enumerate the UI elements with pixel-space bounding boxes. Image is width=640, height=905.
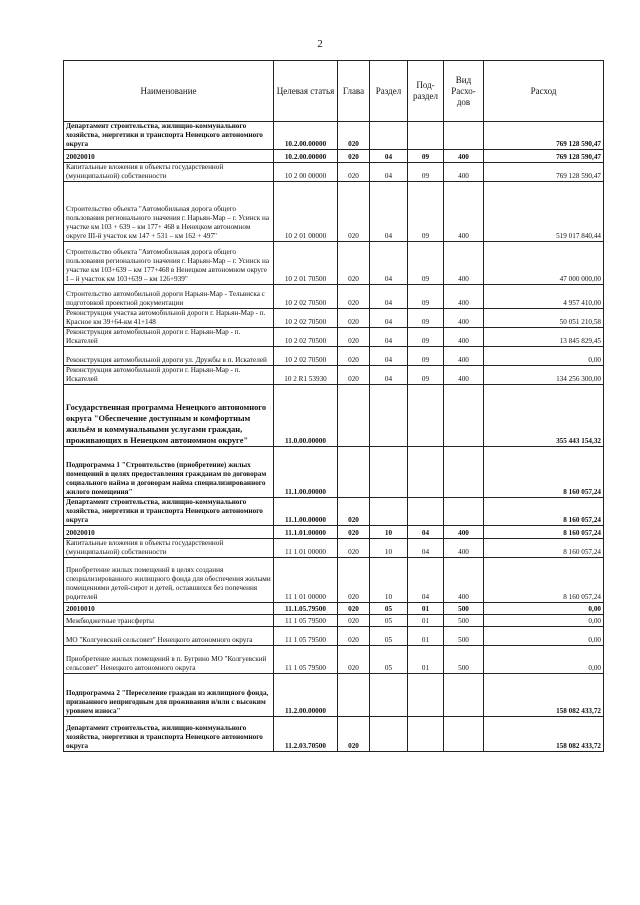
cell-name: Строительство объекта "Автомобильная дорога общего пользования регионального значения г. Нарьян-Мар – г. Усинск на участке км 103+639 – км 177+468 в Ненецком автономном округе I – й участок км 103+639 – км 126+939" xyxy=(64,242,274,285)
cell-type: 400 xyxy=(444,347,484,366)
header-target: Целевая статья xyxy=(274,61,338,122)
cell-section: 05 xyxy=(370,646,408,674)
cell-amount: 355 443 154,32 xyxy=(484,385,604,447)
cell-amount: 50 051 210,58 xyxy=(484,309,604,328)
cell-subsection: 04 xyxy=(408,526,444,539)
cell-subsection xyxy=(408,122,444,150)
cell-amount: 13 845 829,45 xyxy=(484,328,604,347)
cell-amount: 519 017 840,44 xyxy=(484,182,604,242)
table-row xyxy=(64,328,604,347)
cell-name: Департамент строительства, жилищно-коммунального хозяйства, энергетики и транспорта Ненецкого автономного округа xyxy=(64,498,274,526)
cell-target: 11.1.05.79500 xyxy=(274,603,338,615)
cell-target: 11.2.00.00000 xyxy=(274,674,338,717)
table-row xyxy=(64,615,604,627)
header-chapter: Глава xyxy=(338,61,370,122)
cell-amount: 0,00 xyxy=(484,603,604,615)
cell-chapter: 020 xyxy=(338,328,370,347)
cell-type: 400 xyxy=(444,328,484,347)
cell-name: Государственная программа Ненецкого автономного округа "Обеспечение доступным и комфортным жильём и коммунальными услугами граждан, проживающих в Ненецком автономном округе" xyxy=(64,385,274,447)
cell-amount: 769 128 590,47 xyxy=(484,163,604,182)
cell-chapter: 020 xyxy=(338,150,370,163)
cell-amount: 158 082 433,72 xyxy=(484,717,604,752)
cell-section: 04 xyxy=(370,150,408,163)
cell-target: 11.1.00.00000 xyxy=(274,447,338,498)
table-body xyxy=(64,122,604,752)
cell-target: 10 2 02 70500 xyxy=(274,328,338,347)
cell-target: 10.2.00.00000 xyxy=(274,150,338,163)
cell-section: 04 xyxy=(370,242,408,285)
table-row xyxy=(64,182,604,242)
cell-type xyxy=(444,717,484,752)
cell-chapter: 020 xyxy=(338,498,370,526)
cell-name: 20010010 xyxy=(64,603,274,615)
cell-section xyxy=(370,385,408,447)
cell-name: МО "Колгуевский сельсовет" Ненецкого автономного округа xyxy=(64,627,274,646)
table-row xyxy=(64,717,604,752)
cell-subsection xyxy=(408,447,444,498)
cell-section xyxy=(370,122,408,150)
cell-amount: 8 160 057,24 xyxy=(484,526,604,539)
cell-name: Строительство объекта "Автомобильная дорога общего пользования регионального значения г. Нарьян-Мар – г. Усинск на участке км 103 + 639 – км 177+ 468 в Ненецком автономном округе III-й участок км 147 + 531 – км 162 + 497" xyxy=(64,182,274,242)
cell-section: 05 xyxy=(370,603,408,615)
cell-target: 11.1.01.00000 xyxy=(274,526,338,539)
cell-amount: 8 160 057,24 xyxy=(484,498,604,526)
cell-section: 04 xyxy=(370,347,408,366)
cell-type: 400 xyxy=(444,285,484,309)
cell-name: Департамент строительства, жилищно-коммунального хозяйства, энергетики и транспорта Ненецкого автономного округа xyxy=(64,717,274,752)
cell-section: 04 xyxy=(370,285,408,309)
cell-subsection: 04 xyxy=(408,539,444,558)
header-subsection: Под-раздел xyxy=(408,61,444,122)
table-row xyxy=(64,558,604,603)
cell-amount: 769 128 590,47 xyxy=(484,122,604,150)
table-row xyxy=(64,498,604,526)
cell-name: 20020010 xyxy=(64,150,274,163)
cell-target: 11.1.00.00000 xyxy=(274,498,338,526)
cell-name: Подпрограмма 2 "Переселение граждан из жилищного фонда, признанного непригодным для проживания и/или с высоким уровнем износа" xyxy=(64,674,274,717)
cell-chapter: 020 xyxy=(338,558,370,603)
cell-amount: 8 160 057,24 xyxy=(484,558,604,603)
header-section: Раздел xyxy=(370,61,408,122)
cell-name: Реконструкция автомобильной дороги ул. Дружбы в п. Искателей xyxy=(64,347,274,366)
cell-section xyxy=(370,447,408,498)
table-row xyxy=(64,447,604,498)
cell-section: 04 xyxy=(370,182,408,242)
cell-chapter: 020 xyxy=(338,539,370,558)
cell-amount: 0,00 xyxy=(484,627,604,646)
table-row xyxy=(64,285,604,309)
budget-table xyxy=(63,60,604,752)
cell-type: 400 xyxy=(444,242,484,285)
cell-name: Межбюджетные трансферты xyxy=(64,615,274,627)
cell-type xyxy=(444,447,484,498)
cell-amount: 4 957 410,00 xyxy=(484,285,604,309)
cell-section: 04 xyxy=(370,328,408,347)
cell-chapter: 020 xyxy=(338,717,370,752)
page-number: 2 xyxy=(317,38,323,50)
header-amount: Расход xyxy=(484,61,604,122)
cell-subsection: 09 xyxy=(408,242,444,285)
cell-name: Реконструкция автомобильной дороги г. Нарьян-Мар - п. Искателей xyxy=(64,366,274,385)
cell-type: 400 xyxy=(444,539,484,558)
cell-section: 04 xyxy=(370,366,408,385)
table-row xyxy=(64,646,604,674)
cell-subsection xyxy=(408,717,444,752)
cell-amount: 134 256 300,00 xyxy=(484,366,604,385)
table-row xyxy=(64,309,604,328)
cell-name: Строительство автомобильной дороги Нарьян-Мар - Тельвиска с подготовкой проектной документации xyxy=(64,285,274,309)
cell-section xyxy=(370,498,408,526)
cell-type xyxy=(444,498,484,526)
cell-target: 10 2 01 00000 xyxy=(274,182,338,242)
table-header-row xyxy=(64,61,604,122)
cell-type: 400 xyxy=(444,150,484,163)
cell-chapter: 020 xyxy=(338,646,370,674)
cell-name: Капитальные вложения в объекты государственной (муниципальной) собственности xyxy=(64,163,274,182)
cell-section: 05 xyxy=(370,615,408,627)
cell-section xyxy=(370,674,408,717)
cell-subsection: 09 xyxy=(408,150,444,163)
cell-target: 10 2 02 70500 xyxy=(274,347,338,366)
cell-target: 11 1 05 79500 xyxy=(274,615,338,627)
cell-name: Капитальные вложения в объекты государственной (муниципальной) собственности xyxy=(64,539,274,558)
cell-subsection: 01 xyxy=(408,603,444,615)
cell-type: 400 xyxy=(444,526,484,539)
cell-subsection: 09 xyxy=(408,163,444,182)
cell-section: 10 xyxy=(370,539,408,558)
cell-subsection: 04 xyxy=(408,558,444,603)
cell-target: 10 2 00 00000 xyxy=(274,163,338,182)
cell-amount: 158 082 433,72 xyxy=(484,674,604,717)
cell-target: 10 2 02 70500 xyxy=(274,285,338,309)
cell-subsection: 09 xyxy=(408,309,444,328)
cell-name: 20020010 xyxy=(64,526,274,539)
cell-chapter xyxy=(338,674,370,717)
table-row xyxy=(64,122,604,150)
cell-name: Реконструкция участка автомобильной дороги г. Нарьян-Мар - п. Красное км 39+64-км 41+148 xyxy=(64,309,274,328)
cell-type: 400 xyxy=(444,182,484,242)
cell-subsection: 09 xyxy=(408,328,444,347)
cell-target: 11 1 05 79500 xyxy=(274,627,338,646)
cell-type: 500 xyxy=(444,603,484,615)
table-row xyxy=(64,627,604,646)
header-name: Наименование xyxy=(64,61,274,122)
table-row xyxy=(64,603,604,615)
cell-name: Приобретение жилых помещений в п. Бугрино МО "Колгуевский сельсовет" Ненецкого автономного округа xyxy=(64,646,274,674)
cell-target: 10 2 R1 53930 xyxy=(274,366,338,385)
cell-subsection: 09 xyxy=(408,285,444,309)
cell-name: Департамент строительства, жилищно-коммунального хозяйства, энергетики и транспорта Ненецкого автономного округа xyxy=(64,122,274,150)
cell-name: Приобретение жилых помещений в целях создания специализированного жилищного фонда для обеспечения жилыми помещениями детей-сирот и детей, оставшихся без попечения родителей xyxy=(64,558,274,603)
cell-type: 400 xyxy=(444,309,484,328)
cell-amount: 0,00 xyxy=(484,347,604,366)
cell-type xyxy=(444,385,484,447)
cell-chapter: 020 xyxy=(338,242,370,285)
cell-chapter: 020 xyxy=(338,366,370,385)
cell-target: 11.2.03.70500 xyxy=(274,717,338,752)
cell-name: Подпрограмма 1 "Строительство (приобретение) жилых помещений в целях предоставления гражданам по договорам социального найма и договорам найма специализированного жилого помещения" xyxy=(64,447,274,498)
cell-amount: 8 160 057,24 xyxy=(484,447,604,498)
table-row xyxy=(64,526,604,539)
cell-amount: 47 000 000,00 xyxy=(484,242,604,285)
cell-subsection xyxy=(408,674,444,717)
cell-subsection: 01 xyxy=(408,627,444,646)
cell-chapter: 020 xyxy=(338,526,370,539)
cell-chapter xyxy=(338,385,370,447)
cell-target: 11.0.00.00000 xyxy=(274,385,338,447)
cell-type: 400 xyxy=(444,558,484,603)
cell-subsection xyxy=(408,385,444,447)
cell-type xyxy=(444,122,484,150)
table-row xyxy=(64,385,604,447)
table-row xyxy=(64,539,604,558)
cell-chapter: 020 xyxy=(338,627,370,646)
cell-section: 10 xyxy=(370,526,408,539)
cell-type: 400 xyxy=(444,366,484,385)
cell-chapter: 020 xyxy=(338,615,370,627)
table-row xyxy=(64,242,604,285)
cell-chapter: 020 xyxy=(338,285,370,309)
cell-target: 11 1 01 00000 xyxy=(274,539,338,558)
cell-type xyxy=(444,674,484,717)
cell-target: 11 1 05 79500 xyxy=(274,646,338,674)
cell-section: 10 xyxy=(370,558,408,603)
cell-type: 500 xyxy=(444,627,484,646)
cell-amount: 0,00 xyxy=(484,646,604,674)
cell-section: 05 xyxy=(370,627,408,646)
table-row xyxy=(64,347,604,366)
cell-subsection: 09 xyxy=(408,366,444,385)
cell-subsection: 01 xyxy=(408,646,444,674)
table-row xyxy=(64,366,604,385)
cell-type: 400 xyxy=(444,163,484,182)
cell-chapter: 020 xyxy=(338,122,370,150)
cell-amount: 8 160 057,24 xyxy=(484,539,604,558)
cell-name: Реконструкция автомобильной дороги г. Нарьян-Мар - п. Искателей xyxy=(64,328,274,347)
cell-chapter: 020 xyxy=(338,309,370,328)
cell-section: 04 xyxy=(370,309,408,328)
cell-chapter: 020 xyxy=(338,603,370,615)
cell-target: 10 2 02 70500 xyxy=(274,309,338,328)
cell-chapter: 020 xyxy=(338,182,370,242)
cell-chapter: 020 xyxy=(338,347,370,366)
cell-subsection xyxy=(408,498,444,526)
cell-subsection: 01 xyxy=(408,615,444,627)
cell-amount: 0,00 xyxy=(484,615,604,627)
cell-type: 500 xyxy=(444,615,484,627)
table-row xyxy=(64,163,604,182)
cell-subsection: 09 xyxy=(408,182,444,242)
header-type: Вид Расхо-дов xyxy=(444,61,484,122)
cell-section: 04 xyxy=(370,163,408,182)
cell-type: 500 xyxy=(444,646,484,674)
table-row xyxy=(64,150,604,163)
cell-target: 10 2 01 70500 xyxy=(274,242,338,285)
table-row xyxy=(64,674,604,717)
cell-amount: 769 128 590,47 xyxy=(484,150,604,163)
cell-chapter xyxy=(338,447,370,498)
cell-section xyxy=(370,717,408,752)
cell-subsection: 09 xyxy=(408,347,444,366)
cell-target: 10.2.00.00000 xyxy=(274,122,338,150)
cell-chapter: 020 xyxy=(338,163,370,182)
cell-target: 11 1 01 00000 xyxy=(274,558,338,603)
